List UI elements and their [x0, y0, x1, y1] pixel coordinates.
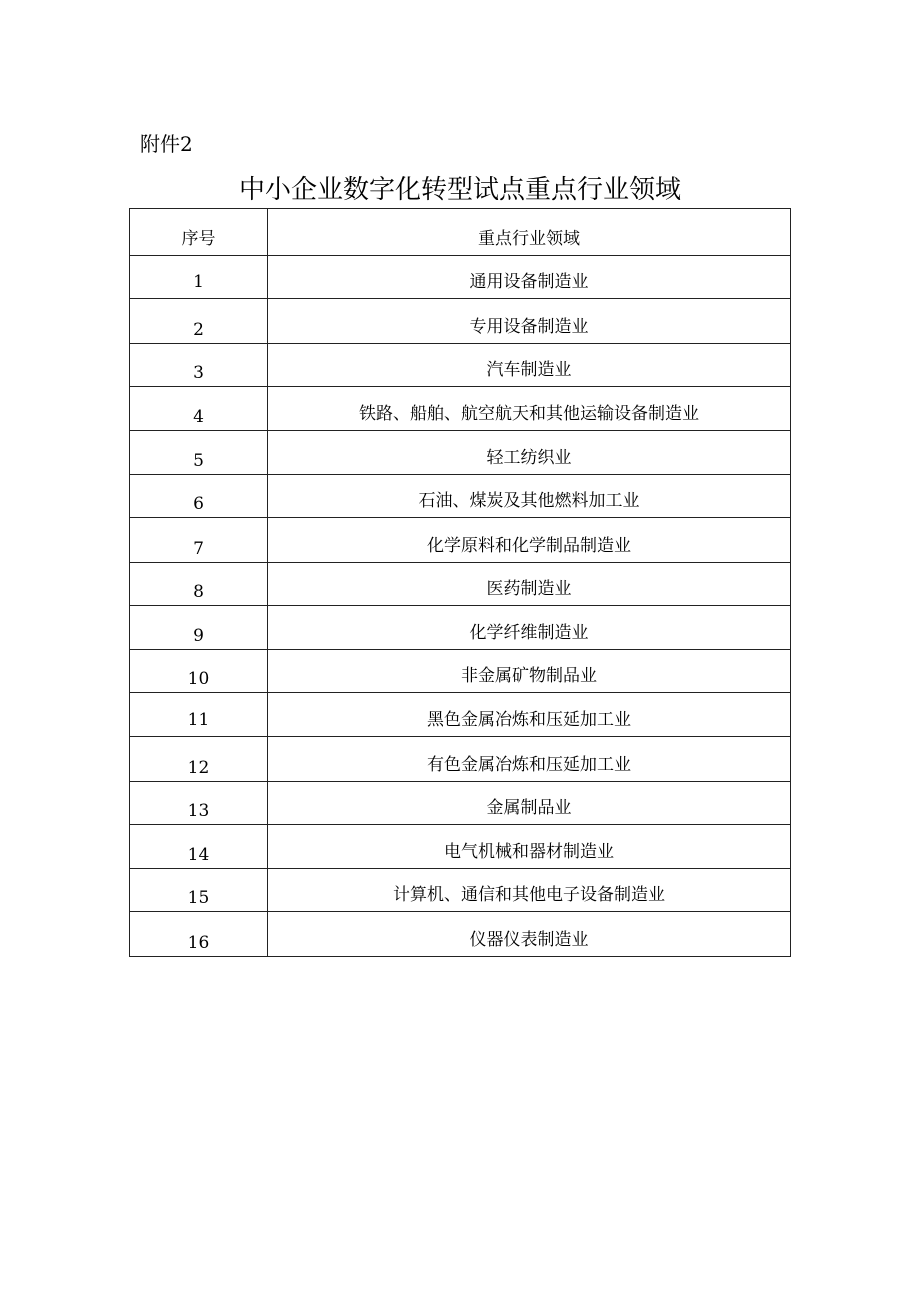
- row-number: 8: [130, 563, 268, 606]
- table-row: [130, 475, 791, 518]
- table-row: [130, 518, 791, 563]
- row-number: 14: [130, 825, 268, 869]
- table-row: [130, 737, 791, 782]
- row-industry: 铁路、船舶、航空航天和其他运输设备制造业: [268, 387, 791, 431]
- table-header-row: [130, 209, 791, 256]
- attachment-label: 附件2: [140, 132, 193, 156]
- row-industry: 电气机械和器材制造业: [268, 825, 791, 869]
- table-row: [130, 256, 791, 299]
- row-number: 12: [130, 737, 268, 782]
- row-industry: 黑色金属冶炼和压延加工业: [268, 693, 791, 737]
- table-row: [130, 299, 791, 344]
- row-number: 15: [130, 869, 268, 912]
- row-industry: 轻工纺织业: [268, 431, 791, 475]
- industry-table: [129, 208, 791, 957]
- row-industry: 计算机、通信和其他电子设备制造业: [268, 869, 791, 912]
- header-number: 序号: [130, 209, 268, 256]
- row-number: 13: [130, 782, 268, 825]
- table-row: [130, 869, 791, 912]
- row-number: 6: [130, 475, 268, 518]
- row-industry: 专用设备制造业: [268, 299, 791, 344]
- row-industry: 化学纤维制造业: [268, 606, 791, 650]
- row-number: 9: [130, 606, 268, 650]
- row-number: 16: [130, 912, 268, 957]
- row-number: 1: [130, 256, 268, 299]
- row-number: 10: [130, 650, 268, 693]
- row-number: 7: [130, 518, 268, 563]
- row-industry: 石油、煤炭及其他燃料加工业: [268, 475, 791, 518]
- row-number: 4: [130, 387, 268, 431]
- table-row: [130, 912, 791, 957]
- header-industry: 重点行业领域: [268, 209, 791, 256]
- table-row: [130, 606, 791, 650]
- row-number: 2: [130, 299, 268, 344]
- table-row: [130, 825, 791, 869]
- row-industry: 仪器仪表制造业: [268, 912, 791, 957]
- table-row: [130, 650, 791, 693]
- row-industry: 汽车制造业: [268, 344, 791, 387]
- row-number: 3: [130, 344, 268, 387]
- row-industry: 金属制品业: [268, 782, 791, 825]
- document-title: 中小企业数字化转型试点重点行业领域: [238, 175, 681, 205]
- row-industry: 医药制造业: [268, 563, 791, 606]
- table-row: [130, 693, 791, 737]
- row-industry: 通用设备制造业: [268, 256, 791, 299]
- table-row: [130, 344, 791, 387]
- row-industry: 化学原料和化学制品制造业: [268, 518, 791, 563]
- row-number: 11: [130, 693, 268, 737]
- table-row: [130, 782, 791, 825]
- table-row: [130, 431, 791, 475]
- row-industry: 有色金属冶炼和压延加工业: [268, 737, 791, 782]
- row-industry: 非金属矿物制品业: [268, 650, 791, 693]
- row-number: 5: [130, 431, 268, 475]
- table-row: [130, 387, 791, 431]
- table-row: [130, 563, 791, 606]
